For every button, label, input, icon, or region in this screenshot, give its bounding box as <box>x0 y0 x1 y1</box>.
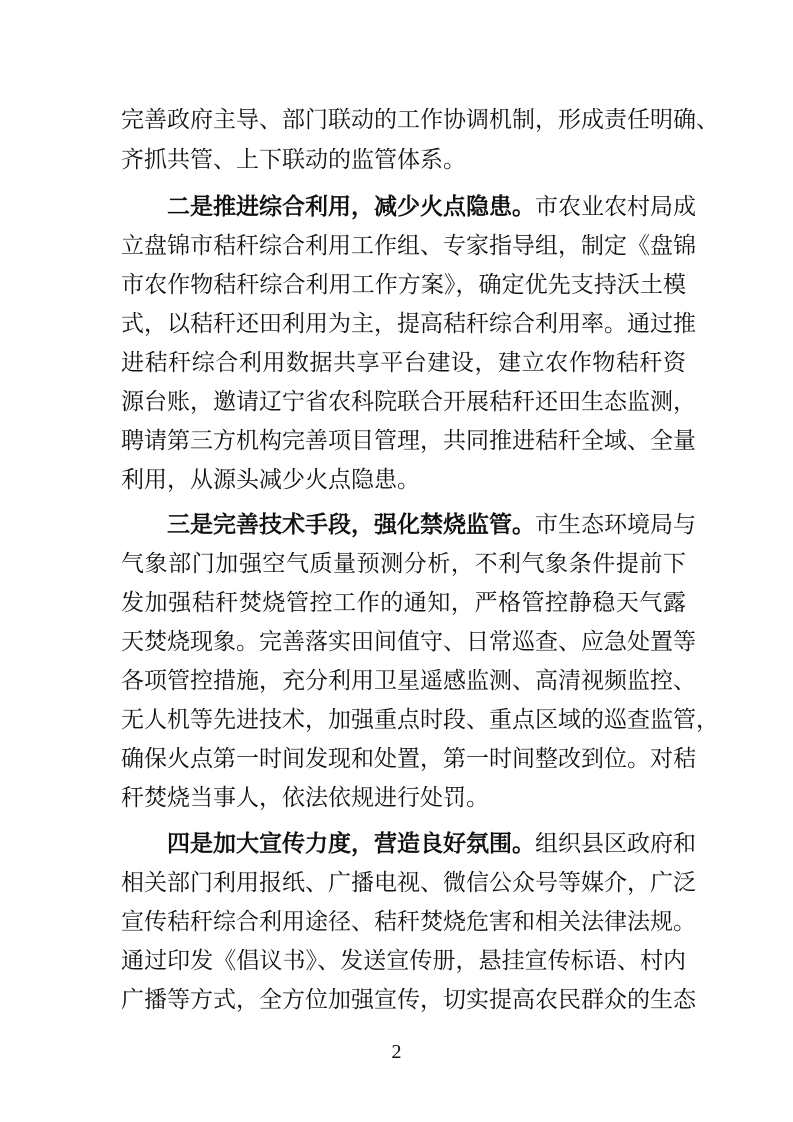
paragraph-line: 齐抓共管、上下联动的监管体系。 <box>121 147 466 173</box>
paragraph-line: 式，以秸秆还田利用为主，提高秸秆综合利用率。通过推 <box>121 311 696 337</box>
paragraph-heading: 二是推进综合利用，减少火点隐患。 <box>167 194 535 220</box>
paragraph-text: 市农业农村局成 <box>535 194 696 220</box>
paragraph-text: 组织县区政府和 <box>535 831 696 857</box>
paragraph-line: 宣传秸秆综合利用途径、秸秆焚烧危害和相关法律法规。 <box>121 909 696 935</box>
page-number: 2 <box>391 1041 402 1063</box>
paragraph-first-line <box>167 187 696 227</box>
paragraph-heading: 四是加大宣传力度，营造良好氛围。 <box>167 831 535 857</box>
paragraph-line: 天焚烧现象。完善落实田间值守、日常巡查、应急处置等 <box>121 629 696 655</box>
paragraph-line: 通过印发《倡议书》、发送宣传册，悬挂宣传标语、村内 <box>121 948 686 974</box>
paragraph-line: 聘请第三方机构完善项目管理，共同推进秸秆全域、全量 <box>121 428 696 454</box>
paragraph-first-line <box>167 824 696 864</box>
paragraph-line: 市农作物秸秆综合利用工作方案》，确定优先支持沃土模 <box>121 272 686 298</box>
paragraph-line: 发加强秸秆焚烧管控工作的通知，严格管控静稳天气露 <box>121 590 686 616</box>
paragraph-line: 无人机等先进技术，加强重点时段、重点区域的巡查监管， <box>121 707 719 733</box>
paragraph-first-line <box>167 505 696 545</box>
paragraph-line: 立盘锦市秸秆综合利用工作组、专家指导组，制定《盘锦 <box>121 233 696 259</box>
paragraph-text: 市生态环境局与 <box>535 512 696 538</box>
paragraph-line: 气象部门加强空气质量预测分析，不利气象条件提前下 <box>121 551 686 577</box>
paragraph-line: 进秸秆综合利用数据共享平台建设，建立农作物秸秆资 <box>121 350 686 376</box>
paragraph-line: 完善政府主导、部门联动的工作协调机制，形成责任明确、 <box>121 107 719 133</box>
paragraph-line: 确保火点第一时间发现和处置，第一时间整改到位。对秸 <box>121 746 696 772</box>
paragraph-line: 秆焚烧当事人，依法依规进行处罚。 <box>121 785 489 811</box>
paragraph-line: 利用，从源头减少火点隐患。 <box>121 467 420 493</box>
paragraph-line: 相关部门利用报纸、广播电视、微信公众号等媒介，广泛 <box>121 870 696 896</box>
paragraph-line: 源台账，邀请辽宁省农科院联合开展秸秆还田生态监测， <box>121 389 696 415</box>
paragraph-line: 各项管控措施，充分利用卫星遥感监测、高清视频监控、 <box>121 668 696 694</box>
paragraph-line: 广播等方式，全方位加强宣传，切实提高农民群众的生态 <box>121 987 696 1013</box>
paragraph-heading: 三是完善技术手段，强化禁烧监管。 <box>167 512 535 538</box>
